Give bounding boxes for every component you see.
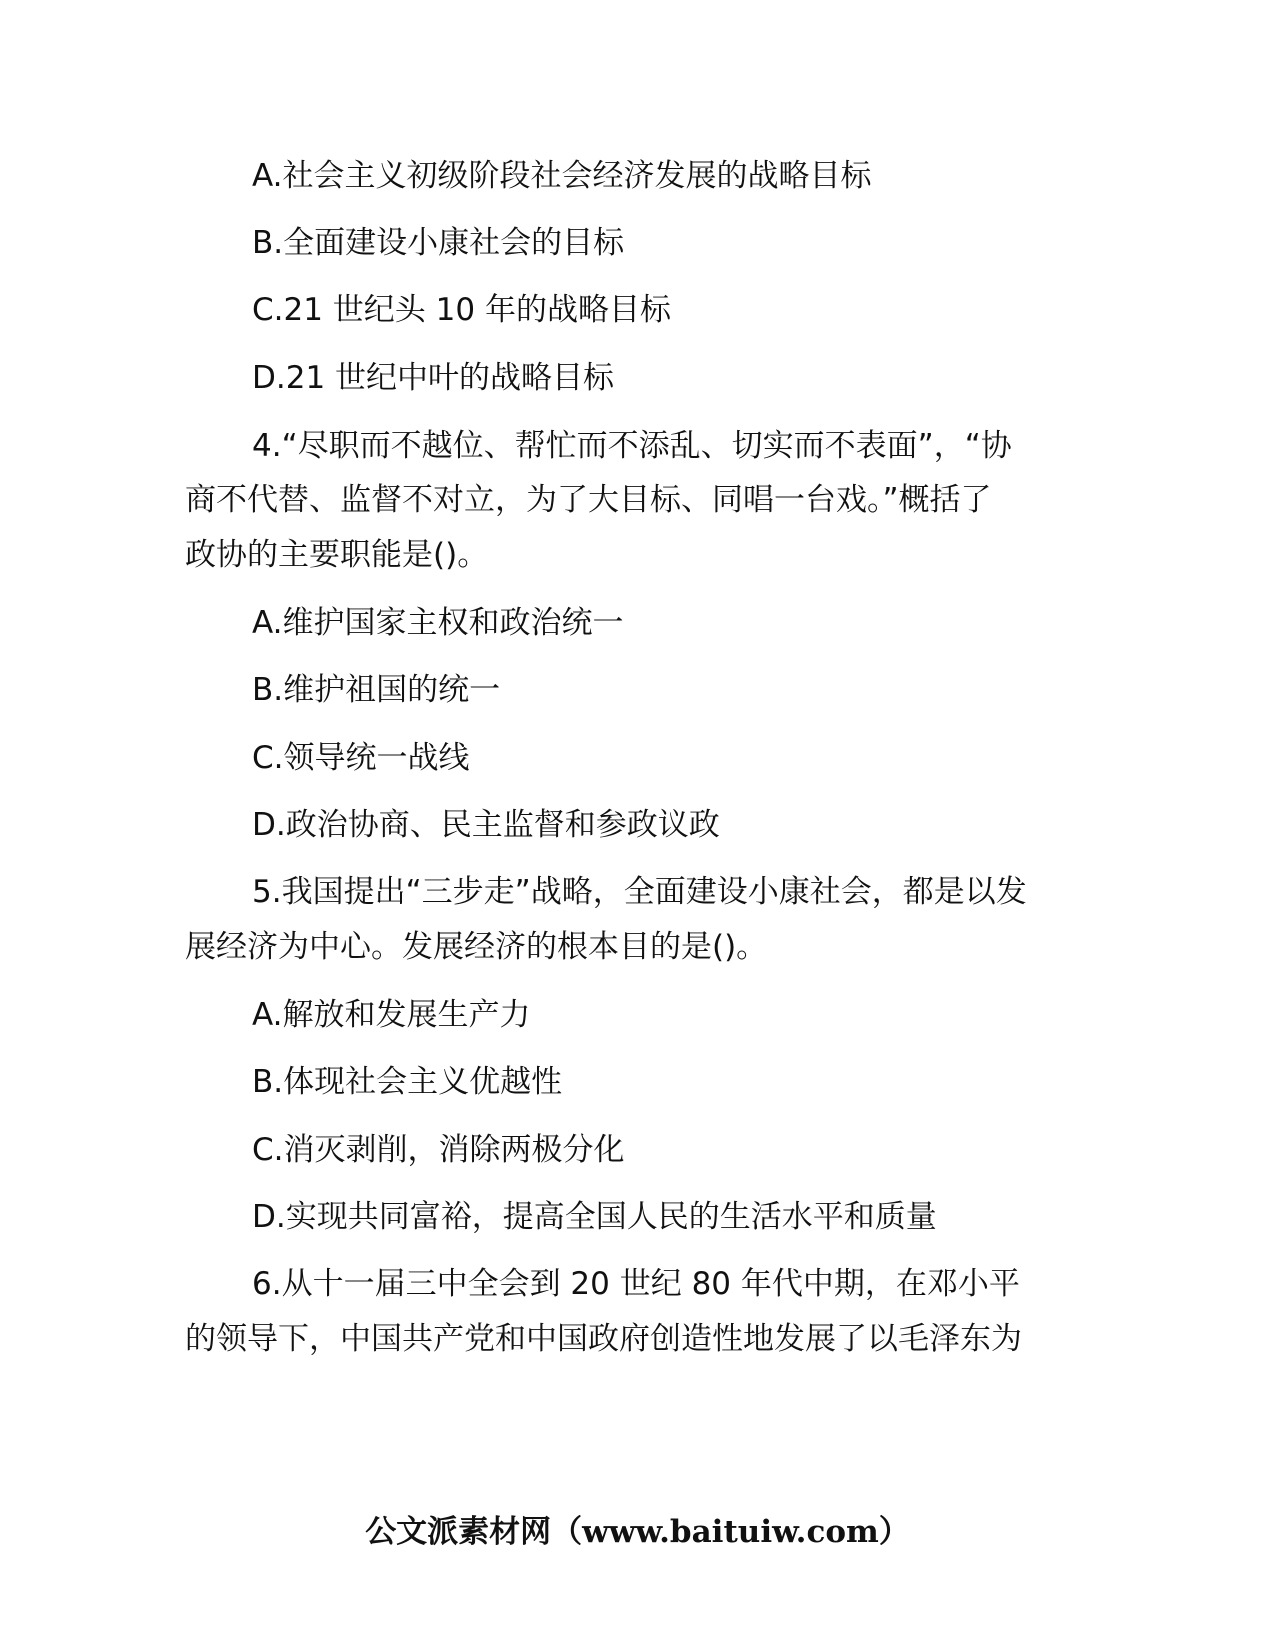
q3-option-c: C.21 世纪头 10 年的战略目标 xyxy=(252,292,671,328)
q4-option-d: D.政治协商、民主监督和参政议政 xyxy=(252,807,720,843)
q5-stem-line-2: 展经济为中心。发展经济的根本目的是()。 xyxy=(185,929,768,965)
q3-option-b: B.全面建设小康社会的目标 xyxy=(252,225,625,261)
q6-stem-line-2: 的领导下，中国共产党和中国政府创造性地发展了以毛泽东为 xyxy=(185,1321,1022,1357)
q5-stem-line-1: 5.我国提出“三步走”战略，全面建设小康社会，都是以发 xyxy=(252,874,1027,910)
q5-option-d: D.实现共同富裕，提高全国人民的生活水平和质量 xyxy=(252,1199,937,1235)
q4-stem-line-2: 商不代替、监督不对立，为了大目标、同唱一台戏。”概括了 xyxy=(185,482,992,518)
q4-stem-line-1: 4.“尽职而不越位、帮忙而不添乱、切实而不表面”，“协 xyxy=(252,428,1012,464)
q4-stem-line-3: 政协的主要职能是()。 xyxy=(185,537,489,573)
q3-option-d: D.21 世纪中叶的战略目标 xyxy=(252,360,615,396)
q6-stem-line-1: 6.从十一届三中全会到 20 世纪 80 年代中期，在邓小平 xyxy=(252,1266,1020,1302)
q5-option-b: B.体现社会主义优越性 xyxy=(252,1064,563,1100)
q3-option-a: A.社会主义初级阶段社会经济发展的战略目标 xyxy=(252,158,872,194)
footer-source: 公文派素材网（www.baituiw.com） xyxy=(365,1514,910,1550)
q4-option-c: C.领导统一战线 xyxy=(252,740,470,776)
q5-option-c: C.消灭剥削，消除两极分化 xyxy=(252,1132,625,1168)
q4-option-a: A.维护国家主权和政治统一 xyxy=(252,605,624,641)
q4-option-b: B.维护祖国的统一 xyxy=(252,672,501,708)
q5-option-a: A.解放和发展生产力 xyxy=(252,997,531,1033)
